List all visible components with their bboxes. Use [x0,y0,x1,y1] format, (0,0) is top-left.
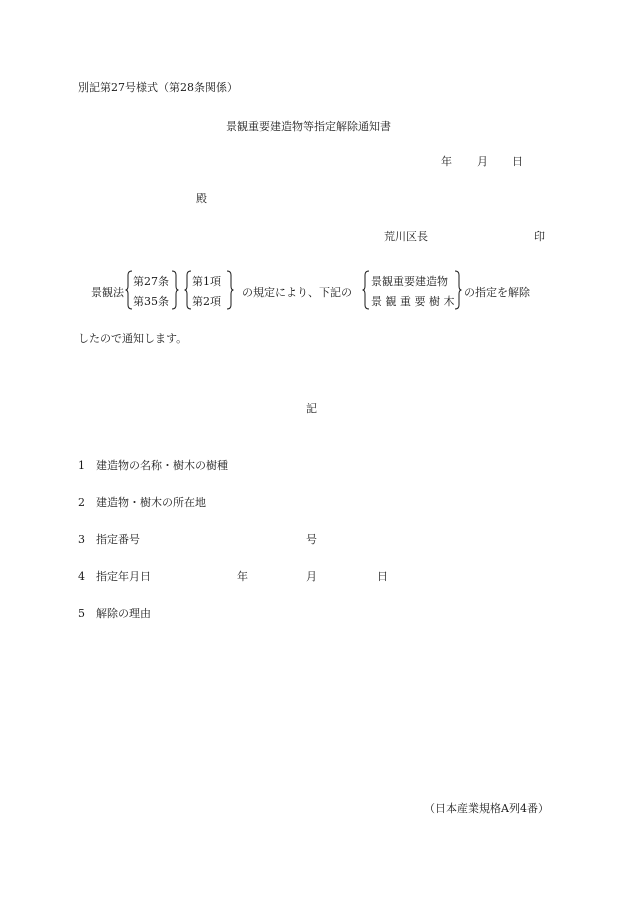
paper-size-note: （日本産業規格A列4番） [424,802,549,815]
article-27: 第27条 [133,275,169,288]
form-label: 別記第27号様式（第28条関係） [78,81,238,94]
document-title: 景観重要建造物等指定解除通知書 [226,120,391,133]
paragraph-1: 第1項 [192,275,221,288]
date-day-label: 日 [512,155,523,168]
designation-month-label: 月 [306,570,317,583]
article-35: 第35条 [133,295,169,308]
seal-mark: 印 [534,230,545,243]
item-number: 4 [78,570,85,583]
item-number: 2 [78,496,85,509]
item-label: 建造物の名称・樹木の樹種 [96,459,228,472]
provision-text: の規定により、下記の [242,286,352,299]
item-label: 建造物・樹木の所在地 [96,496,206,509]
item-label: 指定年月日 [96,570,151,583]
right-brace-objects [454,270,462,310]
designation-year-label: 年 [237,570,248,583]
item-label: 解除の理由 [96,607,151,620]
issuer-name: 荒川区長 [384,230,428,243]
date-year-label: 年 [441,155,452,168]
paragraph-2: 第2項 [192,295,221,308]
release-text: の指定を解除 [464,286,530,299]
notice-continuation: したので通知します。 [78,332,188,345]
object-tree: 景 観 重 要 樹 木 [371,295,455,308]
law-name: 景観法 [91,286,124,299]
right-brace-paragraphs [226,270,234,310]
item-number: 1 [78,459,85,472]
item-label: 指定番号 [96,533,140,546]
ki-heading: 記 [306,402,317,415]
number-suffix: 号 [306,533,317,546]
left-brace-paragraphs [184,270,192,310]
object-building: 景観重要建造物 [371,275,448,288]
item-number: 3 [78,533,85,546]
addressee-honorific: 殿 [196,192,207,205]
left-brace-articles [125,270,133,310]
item-number: 5 [78,607,85,620]
right-brace-articles [171,270,179,310]
left-brace-objects [362,270,370,310]
date-month-label: 月 [477,155,488,168]
designation-day-label: 日 [377,570,388,583]
